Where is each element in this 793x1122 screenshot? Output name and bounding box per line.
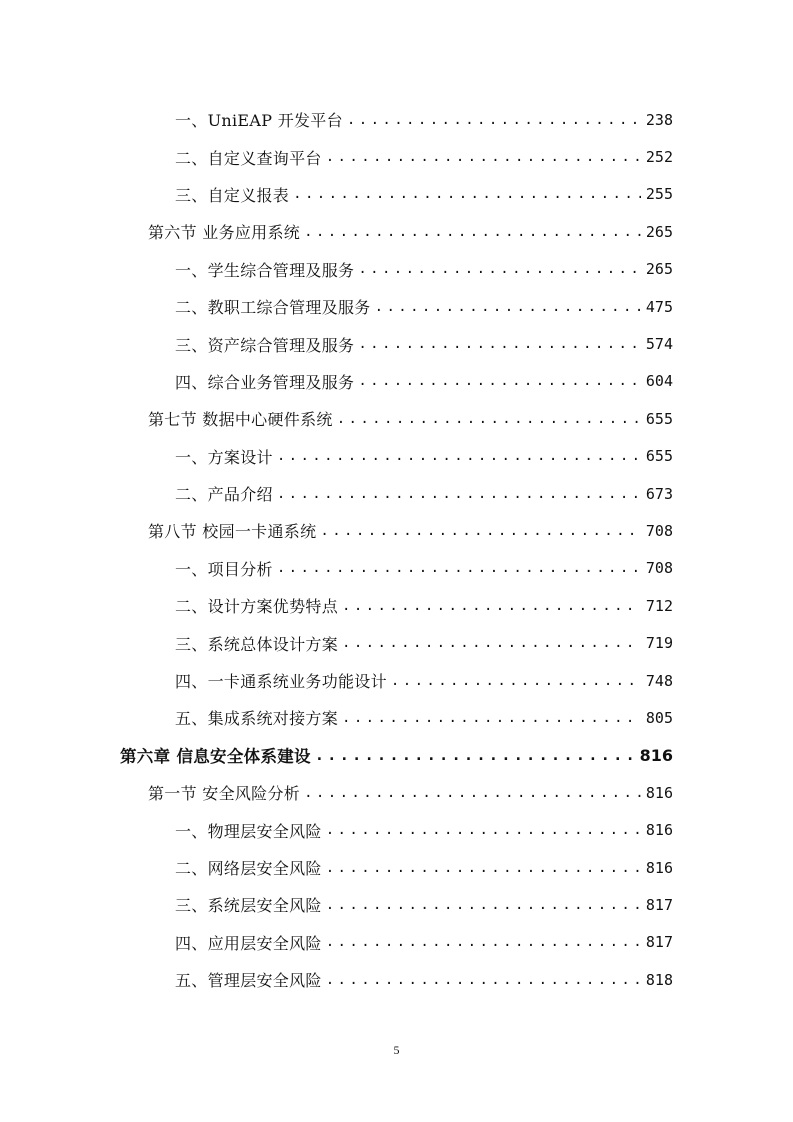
toc-entry-title: 第六节 业务应用系统 — [148, 223, 301, 243]
toc-entry[interactable] — [0, 924, 793, 961]
toc-entry-page: 818 — [645, 970, 673, 989]
toc-entry-page: 708 — [645, 559, 673, 578]
toc-entry-title: 二、产品介绍 — [175, 485, 273, 505]
toc-entry[interactable] — [0, 101, 793, 138]
toc-entry-title: 二、教职工综合管理及服务 — [175, 298, 371, 318]
toc-entry-page: 748 — [645, 671, 673, 690]
toc-entry-title: 一、方案设计 — [175, 447, 273, 467]
toc-entry-page: 816 — [639, 745, 673, 765]
toc-dot-leader — [304, 224, 641, 240]
toc-dot-leader — [326, 972, 641, 988]
toc-entry-page: 712 — [645, 596, 673, 615]
toc-entry-title: 四、应用层安全风险 — [175, 933, 322, 953]
toc-entry-page: 805 — [645, 708, 673, 727]
toc-dot-leader — [347, 112, 641, 128]
toc-dot-leader — [277, 448, 641, 464]
toc-entry[interactable] — [0, 662, 793, 699]
toc-entry-title: 四、一卡通系统业务功能设计 — [175, 672, 387, 692]
toc-entry[interactable] — [0, 138, 793, 175]
toc-entry[interactable] — [0, 288, 793, 325]
toc-entry-title: 五、管理层安全风险 — [175, 971, 322, 991]
toc-dot-leader — [304, 785, 641, 801]
toc-dot-leader — [342, 598, 641, 614]
toc-entry[interactable] — [0, 849, 793, 886]
toc-dot-leader — [293, 186, 641, 202]
toc-dot-leader — [337, 411, 641, 427]
toc-entry-title: 五、集成系统对接方案 — [175, 709, 339, 729]
toc-dot-leader — [277, 486, 641, 502]
toc-dot-leader — [326, 822, 641, 838]
toc-section-entry[interactable] — [0, 512, 793, 549]
toc-entry-title: 二、设计方案优势特点 — [175, 597, 339, 617]
toc-entry[interactable] — [0, 363, 793, 400]
toc-entry-title: 三、系统总体设计方案 — [175, 634, 339, 654]
toc-entry-page: 673 — [645, 484, 673, 503]
toc-dot-leader — [326, 860, 641, 876]
toc-chapter-entry[interactable] — [0, 737, 793, 774]
toc-dot-leader — [342, 710, 641, 726]
toc-entry-page: 255 — [645, 185, 673, 204]
toc-entry-page: 238 — [645, 110, 673, 129]
toc-entry-title: 一、UniEAP 开发平台 — [175, 111, 343, 131]
toc-dot-leader — [358, 336, 641, 352]
toc-entry-title: 第八节 校园一卡通系统 — [148, 522, 317, 542]
toc-entry-page: 475 — [645, 297, 673, 316]
toc-entry-page: 252 — [645, 148, 673, 167]
toc-entry-title: 三、资产综合管理及服务 — [175, 335, 355, 355]
toc-entry-page: 816 — [645, 783, 673, 802]
toc-entry-title: 三、系统层安全风险 — [175, 896, 322, 916]
toc-entry-page: 655 — [645, 409, 673, 428]
toc-entry-title: 二、自定义查询平台 — [175, 148, 322, 168]
toc-entry-title: 第六章 信息安全体系建设 — [120, 747, 311, 767]
toc-entry-title: 二、网络层安全风险 — [175, 859, 322, 878]
page-number: 5 — [393, 1043, 400, 1057]
toc-dot-leader — [315, 746, 636, 764]
toc-entry[interactable] — [0, 624, 793, 661]
toc-entry-page: 816 — [645, 821, 673, 840]
table-of-contents — [0, 101, 793, 998]
toc-section-entry[interactable] — [0, 213, 793, 250]
toc-dot-leader — [358, 373, 641, 389]
toc-entry[interactable] — [0, 438, 793, 475]
toc-entry-page: 817 — [645, 895, 673, 914]
toc-entry-title: 四、综合业务管理及服务 — [175, 372, 355, 392]
toc-entry-page: 574 — [645, 335, 673, 354]
toc-entry-page: 719 — [645, 634, 673, 653]
toc-dot-leader — [358, 261, 641, 277]
toc-dot-leader — [375, 299, 641, 315]
toc-entry-page: 265 — [645, 222, 673, 241]
toc-section-entry[interactable] — [0, 774, 793, 811]
toc-entry[interactable] — [0, 475, 793, 512]
toc-dot-leader — [277, 560, 641, 576]
toc-dot-leader — [326, 934, 641, 950]
toc-entry-page: 265 — [645, 260, 673, 279]
toc-dot-leader — [391, 673, 641, 689]
toc-entry[interactable] — [0, 961, 793, 998]
toc-entry-page: 604 — [645, 372, 673, 391]
toc-dot-leader — [326, 149, 641, 165]
toc-entry-title: 一、项目分析 — [175, 559, 273, 579]
toc-entry[interactable] — [0, 699, 793, 736]
toc-entry-title: 第一节 安全风险分析 — [148, 784, 301, 804]
toc-entry-title: 一、学生综合管理及服务 — [175, 260, 355, 280]
toc-entry-page: 816 — [645, 858, 673, 877]
toc-entry[interactable] — [0, 325, 793, 362]
toc-entry-page: 655 — [645, 447, 673, 466]
toc-entry[interactable] — [0, 176, 793, 213]
toc-section-entry[interactable] — [0, 400, 793, 437]
toc-entry-title: 三、自定义报表 — [175, 185, 290, 205]
toc-entry[interactable] — [0, 587, 793, 624]
toc-entry-title: 一、物理层安全风险 — [175, 821, 322, 841]
toc-entry-page: 817 — [645, 933, 673, 952]
toc-dot-leader — [320, 523, 641, 539]
toc-dot-leader — [342, 635, 641, 651]
toc-entry[interactable] — [0, 550, 793, 587]
toc-entry[interactable] — [0, 251, 793, 288]
toc-entry[interactable] — [0, 811, 793, 848]
toc-entry-page: 708 — [645, 521, 673, 540]
toc-entry-title: 第七节 数据中心硬件系统 — [148, 410, 333, 430]
toc-entry[interactable] — [0, 886, 793, 923]
toc-dot-leader — [326, 897, 641, 913]
